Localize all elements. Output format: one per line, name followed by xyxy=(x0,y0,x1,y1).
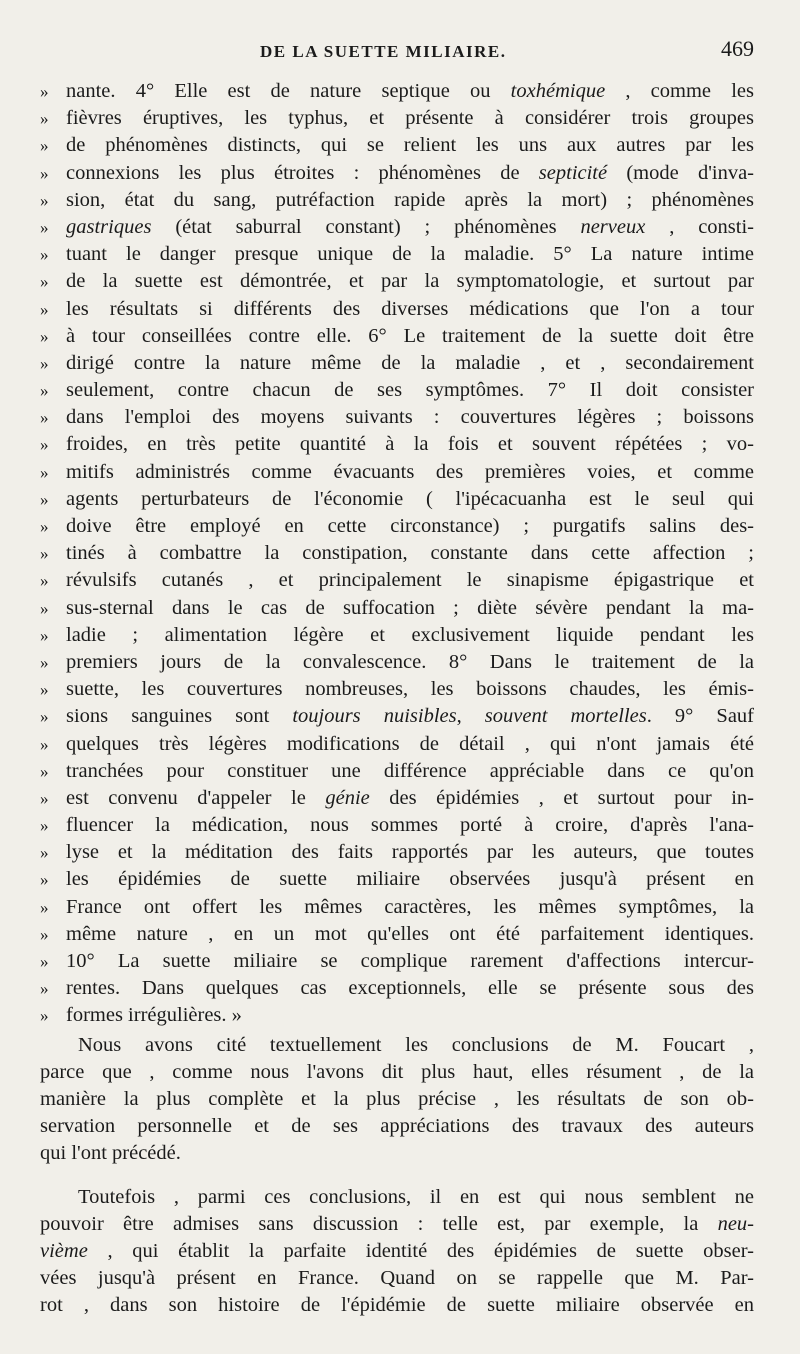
quote-mark: » xyxy=(40,924,49,944)
quote-line xyxy=(40,105,754,132)
quote-line xyxy=(40,486,754,513)
quote-line xyxy=(40,676,754,703)
quote-line xyxy=(40,296,754,323)
quote-line xyxy=(40,323,754,350)
quote-line xyxy=(40,459,754,486)
text-line: qui l'ont précédé. xyxy=(40,1142,181,1165)
quoted-conclusions xyxy=(40,78,754,1030)
quote-line-text: mitifs administrés comme évacuants des premières voies, et comme xyxy=(66,460,754,483)
quote-line-text: agents perturbateurs de l'économie ( l'ipécacuanha est le seul qui xyxy=(66,487,754,510)
quote-line xyxy=(40,132,754,159)
quote-mark: » xyxy=(40,190,49,210)
quote-line xyxy=(40,622,754,649)
quote-line-text: quelques très légères modifications de détail , qui n'ont jamais été xyxy=(66,732,754,755)
quote-line xyxy=(40,1002,754,1029)
quote-line-text: fièvres éruptives, les typhus, et présente à considérer trois groupes xyxy=(66,107,754,130)
quote-line-text: lyse et la méditation des faits rapportés par les auteurs, que toutes xyxy=(66,841,754,864)
quote-mark: » xyxy=(40,163,49,183)
quote-mark: » xyxy=(40,816,49,836)
quote-mark: » xyxy=(40,381,49,401)
quote-line-text: sions sanguines sont toujours nuisibles, souvent mortelles. 9° Sauf xyxy=(66,705,754,728)
quote-line-text: seulement, contre chacun de ses symptômes. 7° Il doit consister xyxy=(66,379,754,402)
quote-line xyxy=(40,758,754,785)
quote-mark: » xyxy=(40,408,49,428)
quote-line-text: les épidémies de suette miliaire observées jusqu'à présent en xyxy=(66,868,754,891)
quote-mark: » xyxy=(40,462,49,482)
quote-line-text: gastriques (état saburral constant) ; phénomènes nerveux , consti- xyxy=(66,215,754,238)
quote-line-text: même nature , en un mot qu'elles ont été parfaitement identiques. xyxy=(66,922,754,945)
quote-line xyxy=(40,948,754,975)
quote-line-text: formes irrégulières. » xyxy=(66,1004,242,1027)
quote-line-text: dans l'emploi des moyens suivants : couvertures légères ; boissons xyxy=(66,406,754,429)
quote-line xyxy=(40,894,754,921)
text-line: pouvoir être admises sans discussion : telle est, par exemple, la neu- xyxy=(40,1212,754,1235)
quote-line-text: doive être employé en cette circonstance) ; purgatifs salins des- xyxy=(66,515,754,537)
quote-line-text: premiers jours de la convalescence. 8° Dans le traitement de la xyxy=(66,650,754,673)
quote-mark: » xyxy=(40,299,49,319)
quote-line xyxy=(40,431,754,458)
quote-mark: » xyxy=(40,843,49,863)
quote-line xyxy=(40,513,754,540)
quote-line xyxy=(40,268,754,295)
quote-line-text: fluencer la médication, nous sommes porté à croire, d'après l'ana- xyxy=(66,814,754,837)
quote-mark: » xyxy=(40,598,49,618)
quote-line xyxy=(40,839,754,866)
quote-line xyxy=(40,540,754,567)
quote-line xyxy=(40,187,754,214)
quote-mark: » xyxy=(40,761,49,781)
quote-mark: » xyxy=(40,109,49,129)
quote-mark: » xyxy=(40,897,49,917)
text-line: Nous avons cité textuellement les conclusions de M. Foucart , xyxy=(78,1033,754,1056)
quote-line xyxy=(40,404,754,431)
quote-line-text: France ont offert les mêmes caractères, les mêmes symptômes, la xyxy=(66,895,754,918)
quote-line-text: sus-sternal dans le cas de suffocation ; diète sévère pendant la ma- xyxy=(66,596,754,619)
quote-line xyxy=(40,731,754,758)
quote-mark: » xyxy=(40,952,49,971)
quote-line-text: suette, les couvertures nombreuses, les boissons chaudes, les émis- xyxy=(66,678,754,701)
quote-mark: » xyxy=(40,489,49,509)
running-title: DE LA SUETTE MILIAIRE. xyxy=(260,42,507,61)
quote-line xyxy=(40,812,754,839)
quote-line xyxy=(40,78,754,105)
page-number: 469 xyxy=(721,36,754,61)
quote-line xyxy=(40,160,754,187)
quote-mark: » xyxy=(40,353,49,373)
quote-mark: » xyxy=(40,1006,49,1026)
quote-mark: » xyxy=(40,979,49,999)
quote-line xyxy=(40,241,754,268)
text-line: manière la plus complète et la plus précise , les résultats de son ob- xyxy=(40,1087,754,1110)
quote-line-text: tinés à combattre la constipation, constante dans cette affection ; xyxy=(66,542,754,565)
quote-line xyxy=(40,350,754,377)
quote-mark: » xyxy=(40,217,49,237)
quote-mark: » xyxy=(40,652,49,672)
quote-mark: » xyxy=(40,625,49,645)
quote-mark: » xyxy=(40,707,49,727)
quote-line-text: à tour conseillées contre elle. 6° Le traitement de la suette doit être xyxy=(66,324,754,347)
quote-mark: » xyxy=(40,734,49,754)
quote-line-text: révulsifs cutanés , et principalement le sinapisme épigastrique et xyxy=(66,569,754,592)
quote-line-text: froides, en très petite quantité à la fois et souvent répétées ; vo- xyxy=(66,433,754,456)
quote-line-text: est convenu d'appeler le génie des épidémies , et surtout pour in- xyxy=(66,786,754,809)
running-head xyxy=(40,34,754,78)
quote-mark: » xyxy=(40,870,49,890)
quote-mark: » xyxy=(40,680,49,700)
quote-line-text: rentes. Dans quelques cas exceptionnels, elle se présente sous des xyxy=(66,977,754,1000)
text-line: vième , qui établit la parfaite identité des épidémies de suette obser- xyxy=(40,1239,754,1262)
quote-line xyxy=(40,703,754,730)
quote-line xyxy=(40,866,754,893)
paragraph-discussion xyxy=(40,1184,754,1320)
quote-mark: » xyxy=(40,544,49,564)
quote-line xyxy=(40,377,754,404)
quote-mark: » xyxy=(40,788,49,808)
text-line: servation personnelle et de ses appréciations des travaux des auteurs xyxy=(40,1115,754,1138)
quote-mark: » xyxy=(40,272,49,292)
quote-mark: » xyxy=(40,136,49,156)
paragraph-foucart-citation xyxy=(40,1032,754,1168)
quote-line-text: de phénomènes distincts, qui se relient les uns aux autres par les xyxy=(66,134,754,157)
quote-line-text: tuant le danger presque unique de la maladie. 5° La nature intime xyxy=(66,243,754,266)
quote-line-text: connexions les plus étroites : phénomènes de septicité (mode d'inva- xyxy=(66,161,754,184)
text-line: vées jusqu'à présent en France. Quand on se rappelle que M. Par- xyxy=(40,1267,754,1290)
quote-line xyxy=(40,921,754,948)
quote-line-text: sion, état du sang, putréfaction rapide après la mort) ; phénomènes xyxy=(66,188,754,211)
text-line: Toutefois , parmi ces conclusions, il en est qui nous semblent ne xyxy=(78,1185,754,1208)
text-line: rot , dans son histoire de l'épidémie de suette miliaire observée en xyxy=(40,1294,754,1317)
quote-line xyxy=(40,785,754,812)
quote-mark: » xyxy=(40,517,49,536)
quote-line xyxy=(40,649,754,676)
text-line: parce que , comme nous l'avons dit plus haut, elles résument , de la xyxy=(40,1060,754,1083)
quote-line-text: de la suette est démontrée, et par la symptomatologie, et surtout par xyxy=(66,270,754,293)
quote-line-text: tranchées pour constituer une différence appréciable dans ce qu'on xyxy=(66,759,754,782)
quote-line xyxy=(40,975,754,1002)
quote-mark: » xyxy=(40,571,49,591)
quote-line-text: nante. 4° Elle est de nature septique ou toxhémique , comme les xyxy=(66,80,754,102)
quote-mark: » xyxy=(40,435,49,455)
quote-line xyxy=(40,214,754,241)
quote-line-text: dirigé contre la nature même de la maladie , et , secondairement xyxy=(66,351,754,374)
quote-line-text: les résultats si différents des diverses médications que l'on a tour xyxy=(66,297,754,320)
quote-line-text: 10° La suette miliaire se complique rarement d'affections intercur- xyxy=(66,950,754,972)
quote-line xyxy=(40,567,754,594)
quote-mark: » xyxy=(40,245,49,265)
quote-line xyxy=(40,595,754,622)
quote-line-text: ladie ; alimentation légère et exclusivement liquide pendant les xyxy=(66,623,754,646)
quote-mark: » xyxy=(40,82,49,101)
quote-mark: » xyxy=(40,326,49,346)
